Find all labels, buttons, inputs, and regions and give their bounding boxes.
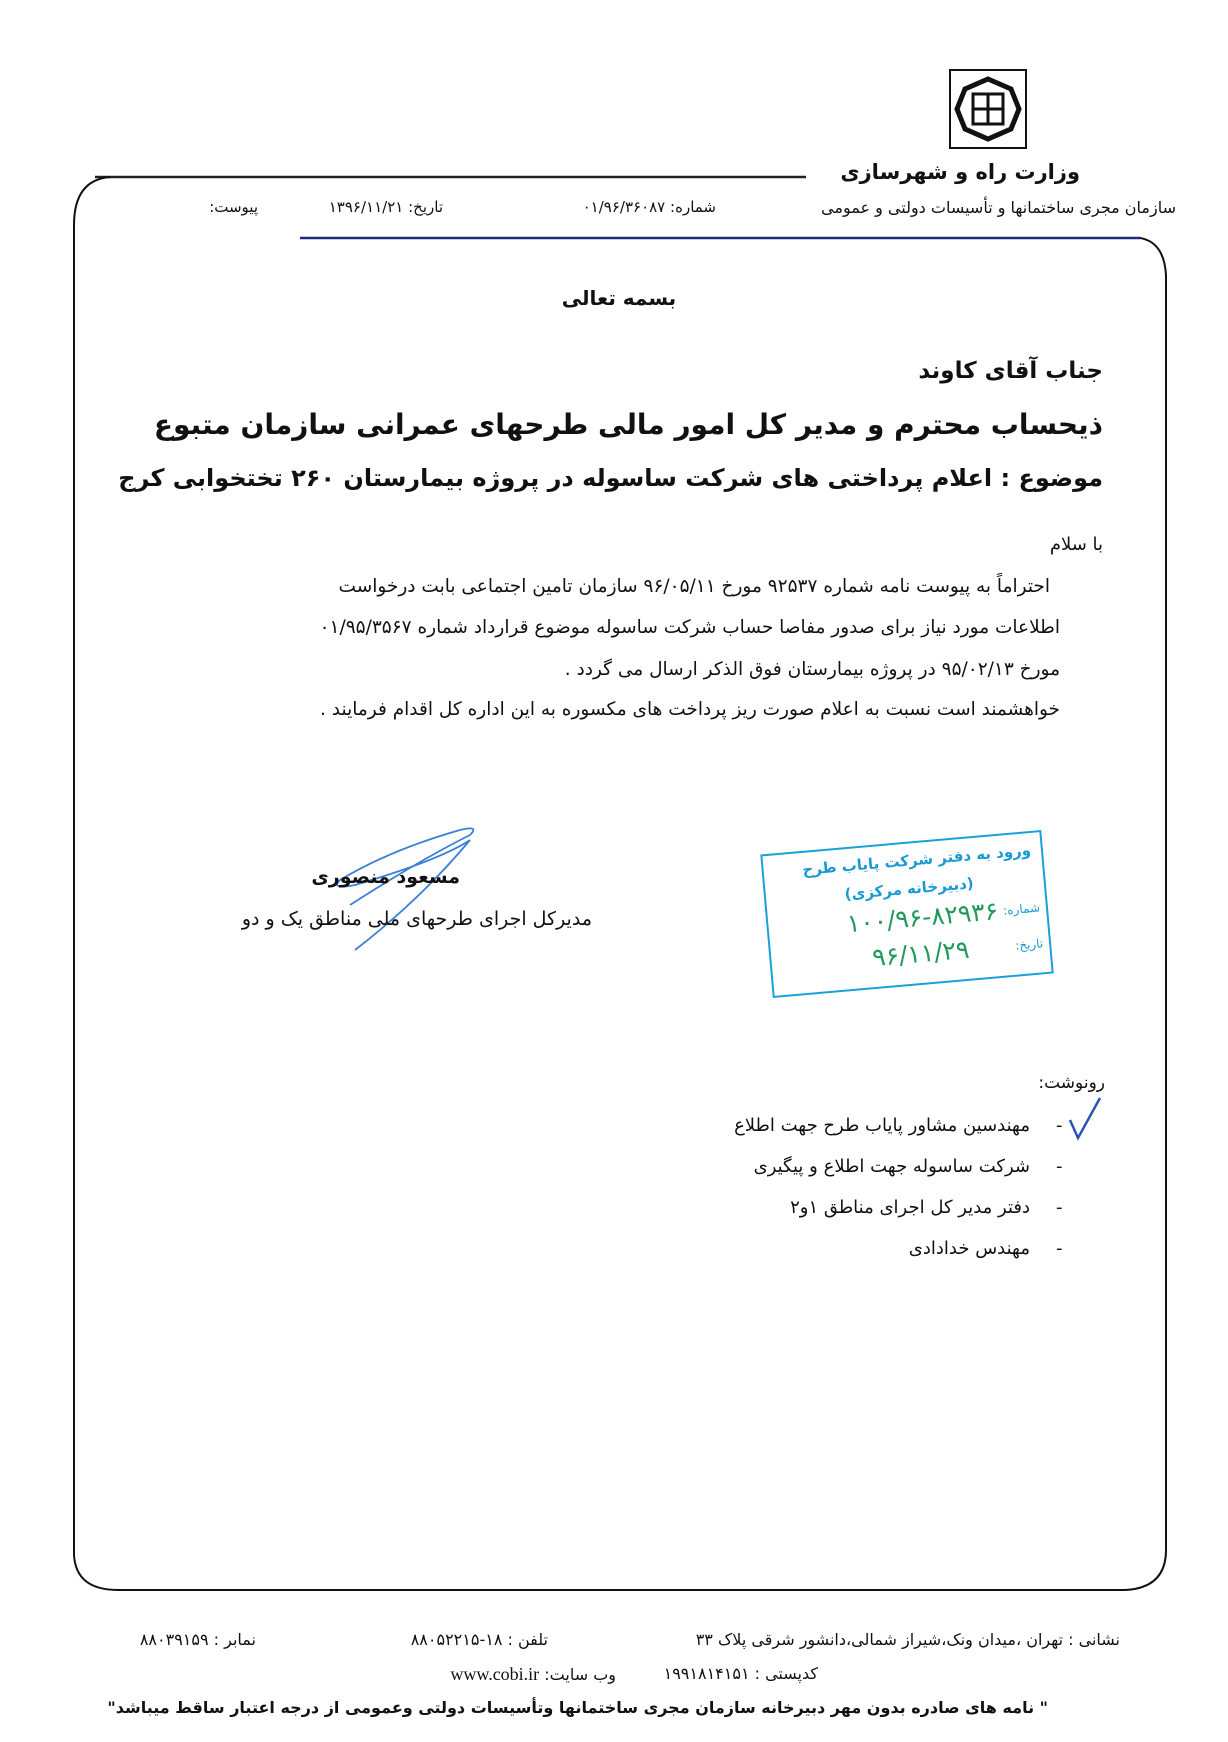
ministry-name: وزارت راه و شهرسازی [840,160,1080,184]
cc-item: مهندسین مشاور پایاب طرح جهت اطلاع [734,1115,1030,1136]
footer-postal-code: کدپستی : ۱۹۹۱۸۱۴۱۵۱ [663,1664,818,1683]
organization-name: سازمان مجری ساختمانها و تأسیسات دولتی و عمومی [821,198,1176,217]
footer-notice: " نامه های صادره بدون مهر دبیرخانه سازمان مجری ساختمانها وتأسیسات دولتی وعمومی از درجه اعتبار ساقط میباشد" [107,1698,1048,1717]
cc-item: شرکت ساسوله جهت اطلاع و پیگیری [753,1156,1030,1177]
recipient-title: ذیحساب محترم و مدیر کل امور مالی طرحهای عمرانی سازمان متبوع [153,408,1103,441]
cc-dash: - [1056,1197,1063,1218]
body-line: مورخ ۹۵/۰۲/۱۳ در پروژه بیمارستان فوق الذکر ارسال می گردد . [564,659,1060,680]
stamp-number-label: شماره: [1002,900,1041,918]
letter-date [329,198,443,216]
body-line: اطلاعات مورد نیاز برای صدور مفاصا حساب شرکت ساسوله موضوع قرارداد شماره ۰۱/۹۵/۳۵۶۷ [319,617,1060,638]
footer-fax: نمابر : ۸۸۰۳۹۱۵۹ [139,1630,256,1649]
stamp-date-label: تاریخ: [1014,936,1044,953]
cc-dash: - [1056,1238,1063,1259]
signature-scribble [337,828,473,950]
greeting: با سلام [1049,534,1103,555]
stamp-number-value: ۱۰۰/۹۶-۸۲۹۳۶ [845,896,1000,939]
footer-address: نشانی : تهران ،میدان ونک،شیراز شمالی،دانشور شرقی پلاک ۳۳ [695,1630,1120,1649]
signer-title: مدیرکل اجرای طرحهای ملی مناطق یک و دو [241,908,592,930]
stamp-line1: ورود به دفتر شرکت پایاب طرح [801,840,1032,879]
letter-number [583,198,716,216]
website-link[interactable]: www.cobi.ir [450,1664,540,1684]
body-line: خواهشمند است نسبت به اعلام صورت ریز پرداخت های مکسوره به این اداره کل اقدام فرمایند . [320,699,1060,720]
footer-website [450,1664,616,1685]
cc-dash: - [1056,1156,1063,1177]
body-line: احتراماً به پیوست نامه شماره ۹۲۵۳۷ مورخ ۹۶/۰۵/۱۱ سازمان تامین اجتماعی بابت درخواست [338,576,1050,597]
date-label: تاریخ: [408,198,443,216]
website-label: وب سایت: [544,1665,616,1684]
attachment-label: پیوست: [209,198,258,216]
number-label: شماره: [670,198,716,216]
stamp-date-value: ۹۶/۱۱/۲۹ [870,934,971,973]
bismillah: بسمه تعالی [561,286,677,310]
check-mark-icon [1070,1098,1100,1138]
signer-name: مسعود منصوری [311,866,460,888]
recipient: جناب آقای کاوند [918,358,1103,384]
cc-heading: رونوشت: [1038,1073,1105,1093]
date-value: ۱۳۹۶/۱۱/۲۱ [328,198,404,216]
footer-phone: تلفن : ۱۸-۸۸۰۵۲۲۱۵ [410,1630,548,1649]
cc-dash: - [1056,1115,1063,1136]
subject: موضوع : اعلام پرداختی های شرکت ساسوله در پروژه بیمارستان ۲۶۰ تختخوابی کرج [118,464,1103,492]
ministry-logo [949,69,1027,149]
cc-item: دفتر مدیر کل اجرای مناطق ۱و۲ [790,1197,1030,1218]
cc-item: مهندس خدادادی [908,1238,1030,1259]
stamp-line2: (دبیرخانه مرکزی) [843,874,975,904]
number-value: ۰۱/۹۶/۳۶۰۸۷ [582,198,666,216]
receipt-stamp [760,830,1053,998]
